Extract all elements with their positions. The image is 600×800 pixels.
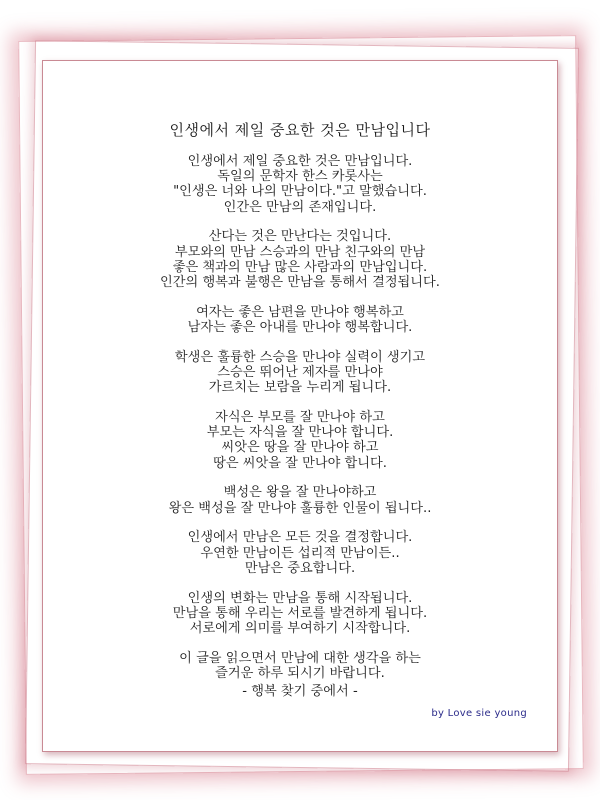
poem-line: "인생은 너와 나의 만남이다."고 말했습니다.	[173, 184, 427, 200]
poem-line: 우연한 만남이든 섭리적 만남이든..	[200, 545, 400, 561]
poem-line: 서로에게 의미를 부여하기 시작합니다.	[189, 621, 411, 637]
poem-body	[43, 154, 557, 696]
poem-line: 독일의 문학자 한스 카롯사는	[217, 169, 383, 185]
poem-line: 씨앗은 땅을 잘 만나야 하고	[221, 440, 379, 456]
poem-line: 인생에서 만남은 모든 것을 결정합니다.	[187, 530, 413, 546]
poem-line: 만남을 통해 우리는 서로를 발견하게 됩니다.	[172, 605, 428, 621]
poem-line: 왕은 백성을 잘 만나야 훌륭한 인물이 됩니다..	[168, 500, 432, 516]
poem-line: 인생의 변화는 만남을 통해 시작됩니다.	[187, 590, 413, 606]
source-note: - 행복 찾기 중에서 -	[242, 684, 358, 699]
poem-line: 인생에서 제일 중요한 것은 만남입니다.	[187, 154, 413, 169]
poem-line: 가르치는 보람을 누리게 됩니다.	[208, 380, 392, 396]
poem-line: 부모와의 만남 스승과의 만남 친구와의 만남	[174, 244, 426, 260]
poem-line: 좋은 책과의 만남 많은 사람과의 만남입니다.	[172, 259, 428, 275]
poem-line: 여자는 좋은 남편을 만나야 행복하고	[196, 304, 404, 320]
poem-title: 인생에서 제일 중요한 것은 만남입니다	[169, 121, 431, 139]
poem-line: 자식은 부모를 잘 만나야 하고	[215, 410, 385, 426]
poem-stanza	[43, 651, 557, 681]
letter-paper	[42, 60, 558, 752]
poem-line: 학생은 훌륭한 스승을 만나야 실력이 생기고	[174, 349, 426, 365]
poem-line: 만남은 중요합니다.	[244, 560, 356, 576]
poem-stanza	[43, 410, 557, 471]
poem-stanza	[43, 485, 557, 515]
poem-stanza	[43, 229, 557, 290]
poem-line: 남자는 좋은 아내를 만나야 행복합니다.	[187, 320, 413, 336]
poem-stanza	[43, 350, 557, 396]
poem-line: 인간의 행복과 불행은 만남을 통해서 결정됩니다.	[160, 275, 440, 291]
poem-line: 땅은 씨앗을 잘 만나야 합니다.	[213, 455, 387, 471]
poem-line: 부모는 자식을 잘 만나야 합니다.	[206, 425, 394, 441]
signature: by Love sie young	[431, 708, 527, 719]
poem-stanza	[43, 591, 557, 637]
poem-line: 인간은 만남의 존재입니다.	[223, 199, 377, 215]
poem-line: 스승은 뛰어난 제자를 만나야	[217, 365, 383, 381]
poem-line: 즐거운 하루 되시기 바랍니다.	[215, 666, 385, 682]
poem-line: 산다는 것은 만난다는 것입니다.	[208, 229, 392, 245]
poem-line: 이 글을 읽으면서 만남에 대한 생각을 하는	[179, 650, 421, 666]
poem-stanza	[43, 530, 557, 576]
poem-line: 백성은 왕을 잘 만나야하고	[223, 485, 377, 501]
poem-stanza	[43, 154, 557, 215]
poem-stanza	[43, 305, 557, 335]
